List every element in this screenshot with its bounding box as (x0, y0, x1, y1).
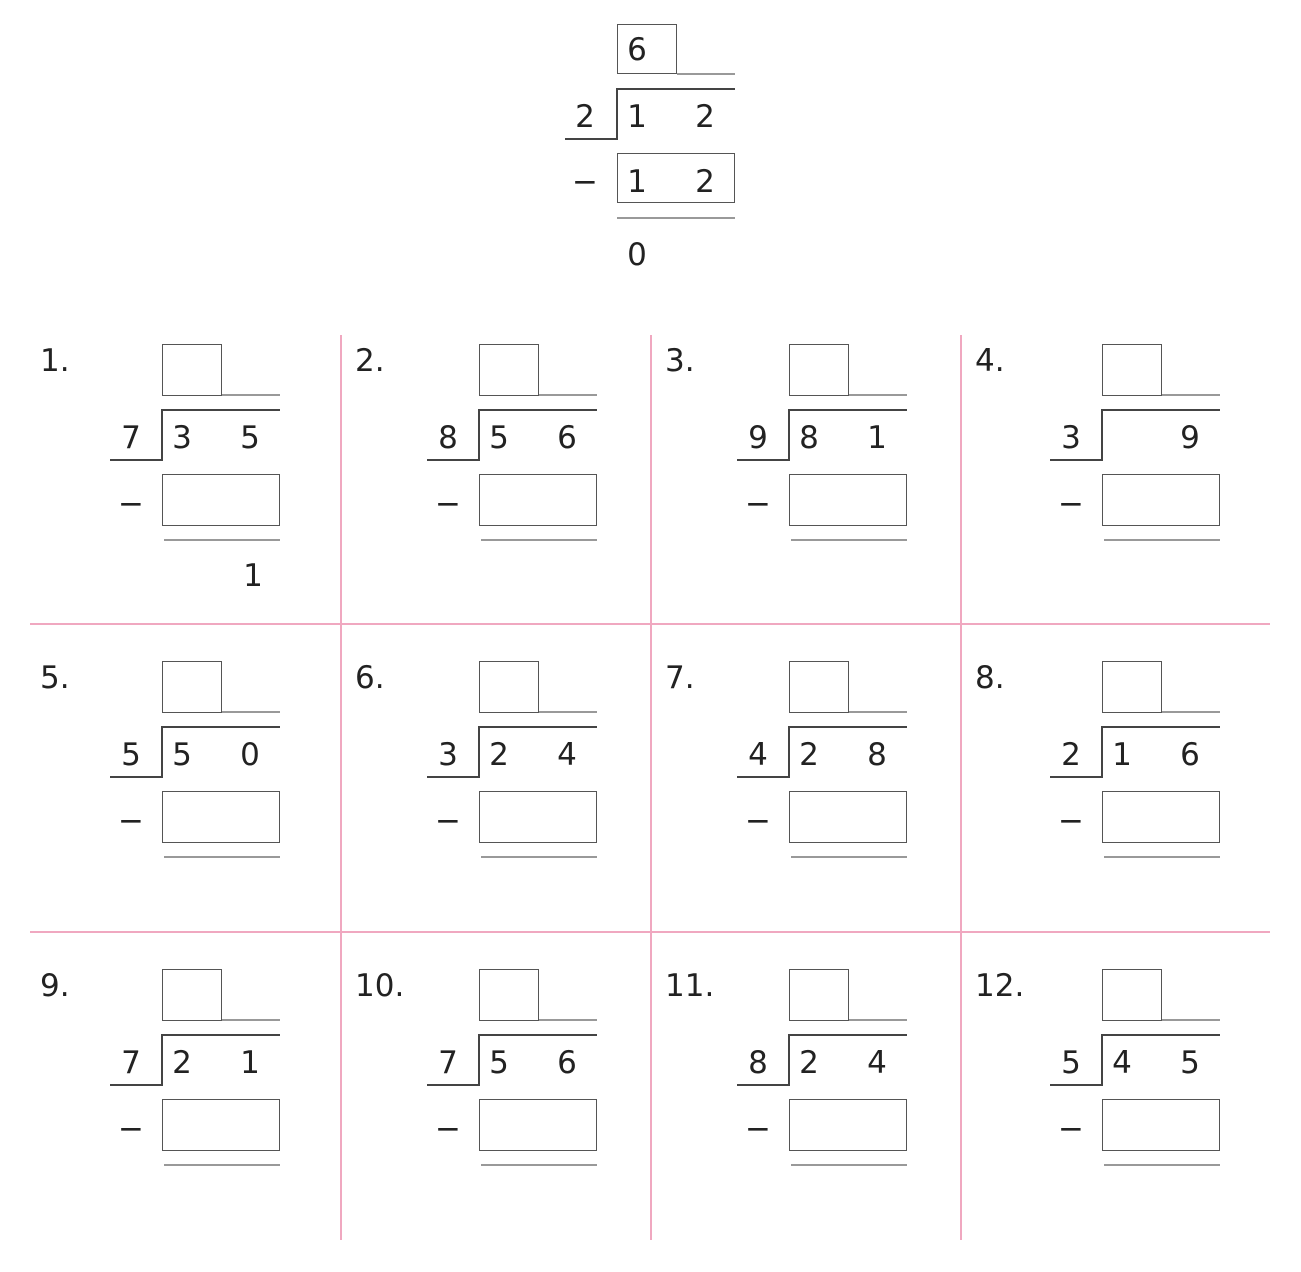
quotient-line (539, 394, 597, 396)
long-division-problem (1050, 344, 1230, 584)
minus-sign: − (435, 1111, 461, 1147)
division-bracket (161, 1034, 163, 1084)
minus-sign: − (745, 803, 771, 839)
problem-number: 3. (665, 343, 695, 379)
division-bracket (478, 726, 480, 776)
dividend-tens: 5 (489, 420, 509, 456)
quotient-line (1162, 1019, 1220, 1021)
long-division-problem (737, 969, 917, 1209)
divisor-underline (427, 1084, 480, 1086)
division-bar (479, 1034, 597, 1036)
divisor: 4 (748, 737, 768, 773)
quotient-line (222, 1019, 280, 1021)
quotient-line (222, 711, 280, 713)
dividend-tens: 2 (172, 1045, 192, 1081)
quotient-line (849, 1019, 907, 1021)
quotient-answer-box[interactable] (789, 661, 849, 713)
quotient-line (849, 711, 907, 713)
divisor: 9 (748, 420, 768, 456)
example-divisor: 2 (575, 99, 595, 135)
problem-cell (965, 652, 1275, 959)
division-bracket (1101, 409, 1103, 459)
dividend-ones: 0 (240, 737, 260, 773)
minus-sign: − (118, 803, 144, 839)
division-bar (162, 409, 280, 411)
quotient-answer-box[interactable] (1102, 661, 1162, 713)
dividend-tens: 2 (799, 1045, 819, 1081)
dividend-tens: 2 (799, 737, 819, 773)
minus-sign: − (1058, 486, 1084, 522)
product-answer-box[interactable] (1102, 1099, 1220, 1151)
quotient-line (1162, 394, 1220, 396)
division-bar (789, 726, 907, 728)
quotient-answer-box[interactable] (789, 969, 849, 1021)
problem-cell (655, 960, 965, 1267)
quotient-answer-box[interactable] (479, 344, 539, 396)
example-divisor-underline (565, 138, 618, 140)
problem-number: 12. (975, 968, 1025, 1004)
example-dividend-ones: 2 (695, 99, 715, 135)
minus-sign: − (1058, 803, 1084, 839)
problem-number: 2. (355, 343, 385, 379)
division-bracket (1101, 726, 1103, 776)
product-answer-box[interactable] (162, 474, 280, 526)
problem-number: 11. (665, 968, 715, 1004)
product-answer-box[interactable] (479, 1099, 597, 1151)
divisor-underline (1050, 459, 1103, 461)
problem-cell (30, 335, 340, 642)
divisor: 8 (748, 1045, 768, 1081)
dividend-tens: 5 (172, 737, 192, 773)
product-answer-box[interactable] (789, 474, 907, 526)
dividend-tens: 3 (172, 420, 192, 456)
dividend-ones: 4 (557, 737, 577, 773)
division-bar (1102, 409, 1220, 411)
dividend-ones: 5 (1180, 1045, 1200, 1081)
dividend-tens: 1 (1112, 737, 1132, 773)
division-bracket (788, 409, 790, 459)
dividend-ones: 8 (867, 737, 887, 773)
divisor-underline (1050, 776, 1103, 778)
long-division-problem (1050, 969, 1230, 1209)
divisor: 5 (121, 737, 141, 773)
problem-cell (655, 652, 965, 959)
division-bracket (161, 726, 163, 776)
problem-number: 6. (355, 660, 385, 696)
minus-sign: − (745, 1111, 771, 1147)
example-division-bracket (616, 88, 618, 138)
product-answer-box[interactable] (479, 791, 597, 843)
dividend-ones: 1 (867, 420, 887, 456)
problem-number: 5. (40, 660, 70, 696)
division-bar (162, 1034, 280, 1036)
division-bar (479, 409, 597, 411)
division-bar (479, 726, 597, 728)
product-answer-box[interactable] (789, 1099, 907, 1151)
divisor-underline (427, 776, 480, 778)
subtraction-line (1104, 539, 1220, 541)
dividend-ones: 5 (240, 420, 260, 456)
division-bar (1102, 726, 1220, 728)
subtraction-line (1104, 856, 1220, 858)
dividend-ones: 4 (867, 1045, 887, 1081)
dividend-tens: 8 (799, 420, 819, 456)
quotient-answer-box[interactable] (162, 344, 222, 396)
problem-cell (345, 652, 655, 959)
divisor-underline (427, 459, 480, 461)
dividend-tens: 5 (489, 1045, 509, 1081)
problem-number: 4. (975, 343, 1005, 379)
divisor: 2 (1061, 737, 1081, 773)
minus-sign: − (1058, 1111, 1084, 1147)
problem-cell (345, 960, 655, 1267)
quotient-answer-box[interactable] (1102, 969, 1162, 1021)
example-minus-sign: − (572, 164, 598, 200)
problem-cell (965, 335, 1275, 642)
long-division-problem (427, 344, 607, 584)
divisor: 7 (121, 420, 141, 456)
divisor: 8 (438, 420, 458, 456)
divisor-underline (110, 1084, 163, 1086)
quotient-answer-box[interactable] (479, 661, 539, 713)
quotient-answer-box[interactable] (1102, 344, 1162, 396)
subtraction-line (481, 856, 597, 858)
long-division-problem (427, 969, 607, 1209)
quotient-line (539, 1019, 597, 1021)
example-subtraction-line (617, 217, 735, 219)
problem-number: 10. (355, 968, 405, 1004)
worked-example (555, 22, 745, 282)
divisor: 3 (438, 737, 458, 773)
quotient-line (1162, 711, 1220, 713)
quotient-answer-box[interactable] (789, 344, 849, 396)
subtraction-line (481, 1164, 597, 1166)
example-remainder: 0 (627, 237, 647, 273)
long-division-problem (110, 661, 290, 901)
problem-number: 9. (40, 968, 70, 1004)
quotient-line (222, 394, 280, 396)
divisor-underline (1050, 1084, 1103, 1086)
minus-sign: − (118, 1111, 144, 1147)
division-bar (789, 1034, 907, 1036)
example-product-ones: 2 (695, 164, 715, 200)
minus-sign: − (435, 803, 461, 839)
divisor-underline (110, 776, 163, 778)
dividend-ones: 6 (1180, 737, 1200, 773)
quotient-line (539, 711, 597, 713)
problem-cell (655, 335, 965, 642)
problem-number: 7. (665, 660, 695, 696)
problem-cell (30, 652, 340, 959)
division-bracket (478, 409, 480, 459)
division-bar (789, 409, 907, 411)
subtraction-line (481, 539, 597, 541)
divisor-underline (737, 1084, 790, 1086)
example-dividend-tens: 1 (627, 99, 647, 135)
minus-sign: − (745, 486, 771, 522)
subtraction-line (791, 856, 907, 858)
division-bracket (478, 1034, 480, 1084)
grid-divider (340, 335, 342, 1240)
problem-number: 1. (40, 343, 70, 379)
example-quotient-line (677, 73, 735, 75)
product-answer-box[interactable] (1102, 474, 1220, 526)
subtraction-line (791, 1164, 907, 1166)
example-division-bar (617, 88, 735, 90)
problem-cell (345, 335, 655, 642)
dividend-ones: 9 (1180, 420, 1200, 456)
divisor: 5 (1061, 1045, 1081, 1081)
long-division-problem (737, 661, 917, 901)
quotient-line (849, 394, 907, 396)
divisor: 7 (121, 1045, 141, 1081)
subtraction-line (791, 539, 907, 541)
long-division-problem (1050, 661, 1230, 901)
divisor: 3 (1061, 420, 1081, 456)
problem-cell (965, 960, 1275, 1267)
divisor-underline (737, 459, 790, 461)
division-bracket (788, 1034, 790, 1084)
dividend-ones: 6 (557, 1045, 577, 1081)
example-quotient: 6 (627, 32, 647, 68)
dividend-ones: 6 (557, 420, 577, 456)
quotient-answer-box[interactable] (479, 969, 539, 1021)
divisor-underline (737, 776, 790, 778)
dividend-tens: 2 (489, 737, 509, 773)
product-answer-box[interactable] (1102, 791, 1220, 843)
remainder: 1 (243, 558, 263, 594)
division-bar (162, 726, 280, 728)
dividend-ones: 1 (240, 1045, 260, 1081)
dividend-tens: 4 (1112, 1045, 1132, 1081)
product-answer-box[interactable] (479, 474, 597, 526)
division-bar (1102, 1034, 1220, 1036)
quotient-answer-box[interactable] (162, 969, 222, 1021)
product-answer-box[interactable] (162, 791, 280, 843)
quotient-answer-box[interactable] (162, 661, 222, 713)
division-bracket (161, 409, 163, 459)
long-division-problem (110, 969, 290, 1209)
long-division-problem (110, 344, 290, 594)
example-product-tens: 1 (627, 164, 647, 200)
divisor-underline (110, 459, 163, 461)
subtraction-line (1104, 1164, 1220, 1166)
product-answer-box[interactable] (789, 791, 907, 843)
product-answer-box[interactable] (162, 1099, 280, 1151)
division-bracket (1101, 1034, 1103, 1084)
problem-number: 8. (975, 660, 1005, 696)
long-division-problem (737, 344, 917, 584)
divisor: 7 (438, 1045, 458, 1081)
subtraction-line (164, 539, 280, 541)
division-bracket (788, 726, 790, 776)
minus-sign: − (435, 486, 461, 522)
subtraction-line (164, 1164, 280, 1166)
problem-cell (30, 960, 340, 1267)
subtraction-line (164, 856, 280, 858)
long-division-problem (427, 661, 607, 901)
minus-sign: − (118, 486, 144, 522)
